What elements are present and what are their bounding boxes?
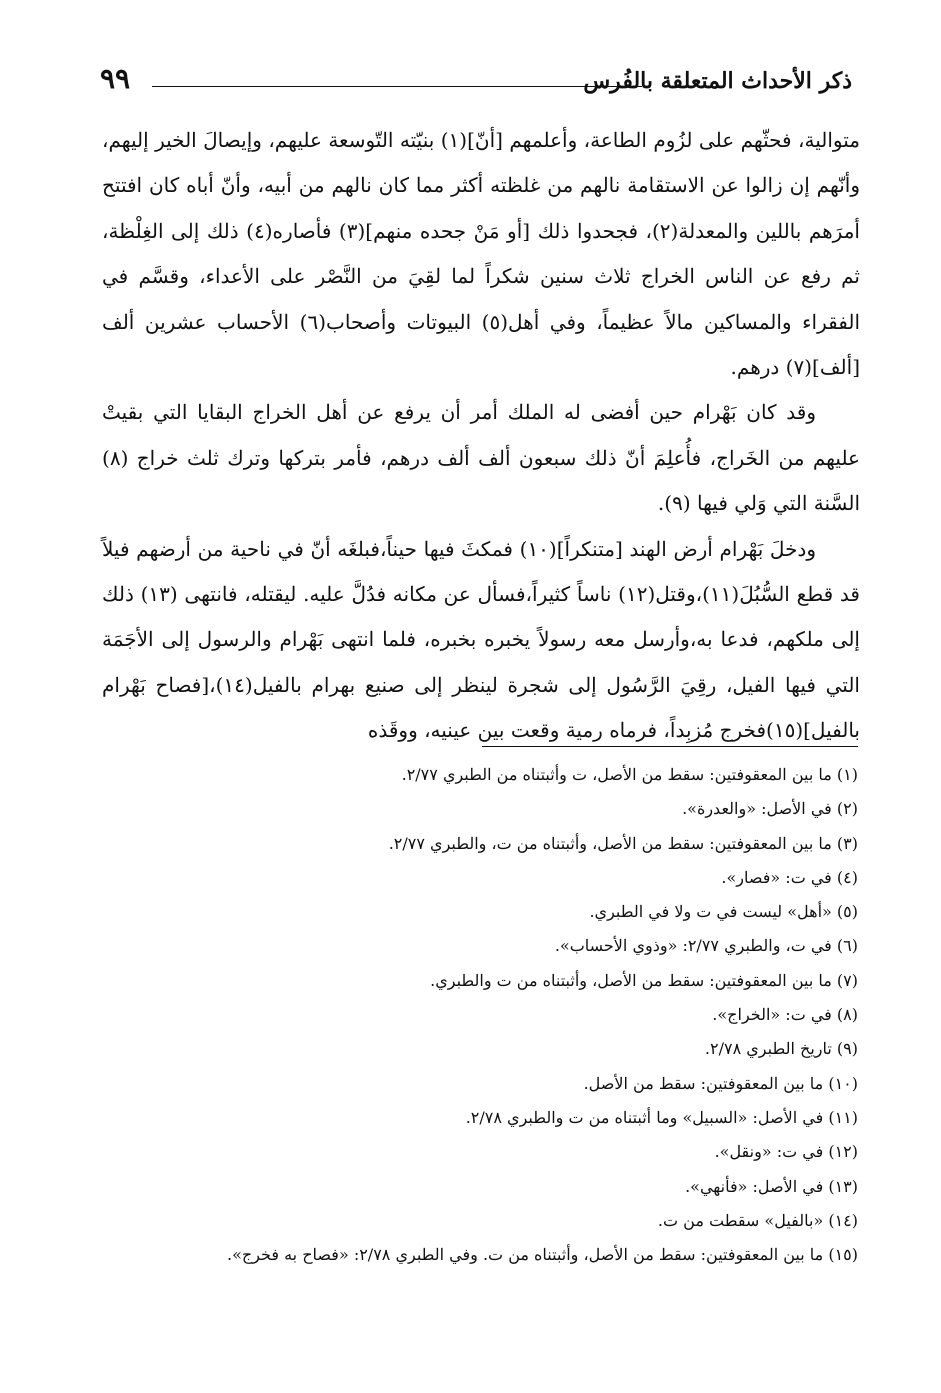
footnote: (٩) تاريخ الطبري ٢/٧٨. <box>704 1039 858 1059</box>
footnote: (٧) ما بين المعقوفتين: سقط من الأصل، وأثبتناه من ت والطبري. <box>430 970 858 990</box>
paragraph: متوالية، فحثّهم على لزُوم الطاعة، وأعلمهم [أنّ](١) بنيّته التّوسعة عليهم، وإيصالَ الخير إليهم، وأنّهم إن زالوا عن الاستقامة نالهم من غلظته أكثر مما كان نالهم من أبيه، وأنّ أباه كان افتتح أمرَهم باللين والمعدلة(٢)، فجحدوا ذلك [أو مَنْ جحده منهم](٣) فأصاره(٤) ذلك إلى الغِلْظة، ثم رفع عن الناس الخراج ثلاث سنين شكراً لما لقِيَ من النَّصْر على الأعداء، وقسَّم في الفقراء والمساكين مالاً عظيماً، وفي أهل(٥) البيوتات وأصحاب(٦) الأحساب عشرين ألف [ألف](٧) درهم. <box>102 128 861 380</box>
main-text <box>102 118 860 754</box>
paragraph: وقد كان بَهْرام حين أفضى له الملك أمر أن يرفع عن أهل الخراج البقايا التي بقيتْ عليهم من الخَراج، فأُعلِمَ أنّ ذلك سبعون ألف ألف درهم، فأمر بتركها وترك ثلث خراج (٨) السَّنة التي وَلي فيها (٩). <box>102 400 860 516</box>
footnote: (١١) في الأصل: «السبيل» وما أثبتناه من ت والطبري ٢/٧٨. <box>465 1107 858 1127</box>
footnote: (١٥) ما بين المعقوفتين: سقط من الأصل، وأثبتناه من ت. وفي الطبري ٢/٧٨: «فصاح به فخرج». <box>227 1245 858 1265</box>
footnote: (٣) ما بين المعقوفتين: سقط من الأصل، وأثبتناه من ت، والطبري ٢/٧٧. <box>388 833 858 853</box>
header-rule <box>152 86 642 87</box>
footnote: (٥) «أهل» ليست في ت ولا في الطبري. <box>589 902 858 922</box>
footnote: (١٣) في الأصل: «فأنهي». <box>685 1176 858 1196</box>
footnote: (١) ما بين المعقوفتين: سقط من الأصل، ت وأثبتناه من الطبري ٢/٧٧. <box>401 765 858 784</box>
running-header <box>100 60 852 104</box>
footnote-separator <box>482 746 858 747</box>
footnote: (٦) في ت، والطبري ٢/٧٧: «وذوي الأحساب». <box>554 936 858 956</box>
page-number: ٩٩ <box>100 62 131 95</box>
footnote: (١٢) في ت: «ونقل». <box>714 1142 858 1162</box>
footnote: (٢) في الأصل: «والعدرة». <box>682 799 858 819</box>
chapter-title: ذكر الأحداث المتعلقة بالفُرس <box>583 68 852 94</box>
footnote: (٤) في ت: «فصار». <box>721 867 858 887</box>
footnotes <box>102 758 858 1272</box>
paragraph: ودخلَ بَهْرام أرض الهند [متنكراً](١٠) فمكثَ فيها حيناً،فبلغَه أنّ في ناحية من أرضهم فيلاً قد قطع السُّبُلَ(١١)،وقتل(١٢) ناساً كثيراً،فسأل عن مكانه فدُلَّ عليه. ليقتله، فانتهى (١٣) ذلك إلى ملكهم، فدعا به،وأرسل معه رسولاً يخبره بخبره، فلما انتهى بَهْرام والرسول إلى الأجَمَة التي فيها الفيل، رقِيَ الرَّسُول إلى شجرة لينظر إلى صنيع بهرام بالفيل(١٤)،[فصاح بَهْرام بالفيل](١٥)فخرج مُزبِداً، فرماه رمية وقعت بين عينيه، ووقَذه <box>102 536 860 743</box>
footnote: (١٠) ما بين المعقوفتين: سقط من الأصل. <box>583 1073 858 1093</box>
footnote: (١٤) «بالفيل» سقطت من ت. <box>657 1210 858 1230</box>
footnote: (٨) في ت: «الخراج». <box>712 1005 858 1025</box>
